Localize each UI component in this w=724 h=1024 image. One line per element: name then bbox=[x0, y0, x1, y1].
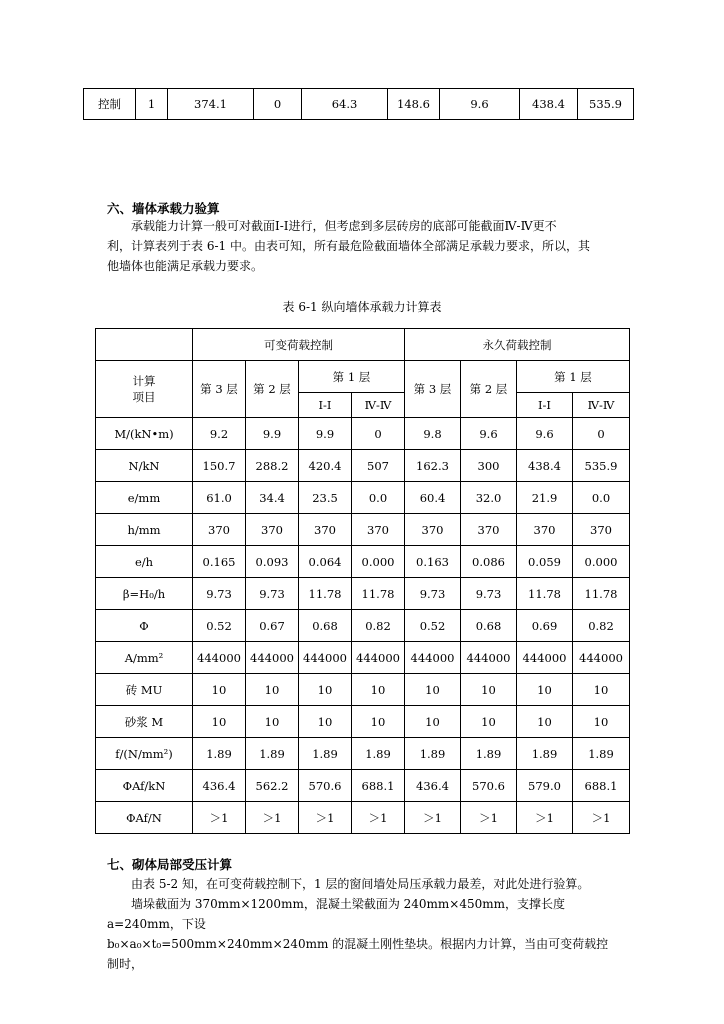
table-cell: 控制 bbox=[84, 89, 136, 120]
table-cell: 535.9 bbox=[573, 450, 630, 482]
row-label: N/kN bbox=[96, 450, 193, 482]
table-cell: 21.9 bbox=[517, 482, 573, 514]
table-cell: 10 bbox=[352, 674, 405, 706]
row-label: 砂浆 M bbox=[96, 706, 193, 738]
paragraph-line: 他墙体也能满足承载力要求。 bbox=[107, 259, 264, 273]
table-cell: 1.89 bbox=[517, 738, 573, 770]
table-cell: 374.1 bbox=[168, 89, 254, 120]
table-cell: 11.78 bbox=[299, 578, 352, 610]
paragraph-line: 承载能力计算一般可对截面Ⅰ-Ⅰ进行，但考虑到多层砖房的底部可能截面Ⅳ-Ⅳ更不 bbox=[131, 219, 557, 233]
section-heading: 七、砌体局部受压计算 bbox=[107, 857, 233, 872]
table-cell: 0.163 bbox=[405, 546, 461, 578]
row-header-title bbox=[96, 361, 193, 418]
table-cell: 10 bbox=[573, 674, 630, 706]
row-label: f/(N/mm²) bbox=[96, 738, 193, 770]
table-cell: 10 bbox=[517, 674, 573, 706]
column-header: 第 1 层 bbox=[299, 361, 405, 393]
table-cell: 9.73 bbox=[461, 578, 517, 610]
table-cell: 1.89 bbox=[193, 738, 246, 770]
table-cell: 1.89 bbox=[246, 738, 299, 770]
row-label: e/mm bbox=[96, 482, 193, 514]
table-cell: 64.3 bbox=[302, 89, 388, 120]
table-cell: 688.1 bbox=[573, 770, 630, 802]
table-row bbox=[96, 802, 630, 834]
table-cell: 10 bbox=[193, 674, 246, 706]
table-cell: 0.165 bbox=[193, 546, 246, 578]
table-cell: 9.2 bbox=[193, 418, 246, 450]
table-cell: 34.4 bbox=[246, 482, 299, 514]
table-cell: ＞1 bbox=[405, 802, 461, 834]
table-cell: 444000 bbox=[461, 642, 517, 674]
table-cell: 9.73 bbox=[405, 578, 461, 610]
table-corner-cell bbox=[96, 329, 193, 361]
table-row bbox=[96, 706, 630, 738]
row-header-line: 计算 bbox=[132, 374, 156, 388]
table-cell: 570.6 bbox=[299, 770, 352, 802]
table-row bbox=[84, 89, 634, 120]
table-cell: 0.52 bbox=[405, 610, 461, 642]
table-cell: 0 bbox=[352, 418, 405, 450]
column-header: 第 3 层 bbox=[405, 361, 461, 418]
table-cell: 370 bbox=[193, 514, 246, 546]
table-cell: 0.82 bbox=[352, 610, 405, 642]
table-cell: 1.89 bbox=[461, 738, 517, 770]
column-header: Ⅰ-Ⅰ bbox=[517, 393, 573, 418]
table-cell: 11.78 bbox=[352, 578, 405, 610]
section-paragraph bbox=[107, 216, 617, 276]
section-paragraph bbox=[107, 874, 617, 974]
table-cell: 438.4 bbox=[517, 450, 573, 482]
table-cell: 0.064 bbox=[299, 546, 352, 578]
table-cell: 10 bbox=[246, 674, 299, 706]
row-header-line: 项目 bbox=[132, 390, 156, 404]
column-header: Ⅰ-Ⅰ bbox=[299, 393, 352, 418]
table-cell: ＞1 bbox=[352, 802, 405, 834]
table-cell: 1.89 bbox=[299, 738, 352, 770]
row-label: 砖 MU bbox=[96, 674, 193, 706]
table-cell: 370 bbox=[461, 514, 517, 546]
table-cell: 9.73 bbox=[246, 578, 299, 610]
table-cell: 1.89 bbox=[352, 738, 405, 770]
table-cell: 0 bbox=[573, 418, 630, 450]
table-cell: 10 bbox=[193, 706, 246, 738]
paragraph-line: 墙垛截面为 370mm×1200mm，混凝土梁截面为 240mm×450mm，支撑长度 a=240mm，下设 bbox=[107, 897, 566, 931]
table-cell: 11.78 bbox=[573, 578, 630, 610]
table-cell: 0.086 bbox=[461, 546, 517, 578]
table-cell: 444000 bbox=[193, 642, 246, 674]
top-partial-table bbox=[83, 88, 634, 120]
table-cell: 370 bbox=[405, 514, 461, 546]
table-cell: 579.0 bbox=[517, 770, 573, 802]
table-row bbox=[96, 514, 630, 546]
table-row bbox=[96, 738, 630, 770]
table-cell: 9.6 bbox=[517, 418, 573, 450]
table-row bbox=[96, 546, 630, 578]
table-cell: 10 bbox=[517, 706, 573, 738]
table-cell: 444000 bbox=[573, 642, 630, 674]
table-cell: 61.0 bbox=[193, 482, 246, 514]
table-cell: 0.69 bbox=[517, 610, 573, 642]
table-cell: 436.4 bbox=[405, 770, 461, 802]
table-row bbox=[96, 642, 630, 674]
table-cell: 370 bbox=[299, 514, 352, 546]
row-label: h/mm bbox=[96, 514, 193, 546]
wall-capacity-table bbox=[95, 328, 630, 834]
table-cell: 1 bbox=[136, 89, 168, 120]
group-header-permanent: 永久荷载控制 bbox=[405, 329, 630, 361]
paragraph-line: 由表 5-2 知，在可变荷载控制下，1 层的窗间墙处局压承载力最差，对此处进行验算。 bbox=[131, 877, 590, 891]
column-header: 第 2 层 bbox=[246, 361, 299, 418]
table-cell: 148.6 bbox=[388, 89, 440, 120]
table-cell: 0.000 bbox=[573, 546, 630, 578]
paragraph-line: 利，计算表列于表 6-1 中。由表可知，所有最危险截面墙体全部满足承载力要求，所以，其 bbox=[107, 239, 590, 253]
table-cell: 10 bbox=[352, 706, 405, 738]
table-cell: 0 bbox=[254, 89, 302, 120]
table-cell: 0.68 bbox=[461, 610, 517, 642]
table-cell: 0.000 bbox=[352, 546, 405, 578]
row-label: β=H₀/h bbox=[96, 578, 193, 610]
table-cell: 444000 bbox=[246, 642, 299, 674]
table-row bbox=[96, 418, 630, 450]
table-cell: 444000 bbox=[299, 642, 352, 674]
column-header: 第 3 层 bbox=[193, 361, 246, 418]
table-cell: 9.9 bbox=[299, 418, 352, 450]
table-cell: 9.6 bbox=[440, 89, 520, 120]
table-cell: 444000 bbox=[517, 642, 573, 674]
table-cell: 420.4 bbox=[299, 450, 352, 482]
table-cell: 10 bbox=[299, 706, 352, 738]
table-cell: 150.7 bbox=[193, 450, 246, 482]
header-row bbox=[96, 329, 630, 361]
row-label: ΦAf/N bbox=[96, 802, 193, 834]
row-label: e/h bbox=[96, 546, 193, 578]
table-cell: 9.73 bbox=[193, 578, 246, 610]
table-cell: 10 bbox=[461, 706, 517, 738]
table-cell: 0.68 bbox=[299, 610, 352, 642]
table-cell: 0.093 bbox=[246, 546, 299, 578]
header-row bbox=[96, 361, 630, 393]
table-cell: 0.059 bbox=[517, 546, 573, 578]
table-cell: 436.4 bbox=[193, 770, 246, 802]
table-cell: 1.89 bbox=[573, 738, 630, 770]
table-cell: 370 bbox=[352, 514, 405, 546]
table-cell: 444000 bbox=[405, 642, 461, 674]
column-header: Ⅳ-Ⅳ bbox=[573, 393, 630, 418]
table-cell: ＞1 bbox=[246, 802, 299, 834]
table-cell: 0.0 bbox=[352, 482, 405, 514]
table-cell: ＞1 bbox=[517, 802, 573, 834]
table-cell: 9.9 bbox=[246, 418, 299, 450]
table-caption: 表 6-1 纵向墙体承载力计算表 bbox=[282, 300, 442, 314]
table-cell: 370 bbox=[573, 514, 630, 546]
table-cell: 10 bbox=[299, 674, 352, 706]
section-heading: 六、墙体承载力验算 bbox=[107, 201, 220, 216]
table-cell: 10 bbox=[405, 674, 461, 706]
table-cell: 370 bbox=[246, 514, 299, 546]
table-cell: 0.67 bbox=[246, 610, 299, 642]
table-cell: ＞1 bbox=[573, 802, 630, 834]
table-cell: 10 bbox=[405, 706, 461, 738]
column-header: Ⅳ-Ⅳ bbox=[352, 393, 405, 418]
table-cell: ＞1 bbox=[193, 802, 246, 834]
table-body bbox=[96, 418, 630, 834]
table-cell: 9.6 bbox=[461, 418, 517, 450]
paragraph-line: b₀×a₀×t₀=500mm×240mm×240mm 的混凝土刚性垫块。根据内力计算，当由可变荷载控制时， bbox=[107, 937, 609, 971]
table-cell: 370 bbox=[517, 514, 573, 546]
table-cell: ＞1 bbox=[299, 802, 352, 834]
table-cell: 288.2 bbox=[246, 450, 299, 482]
row-label: ΦAf/kN bbox=[96, 770, 193, 802]
table-cell: 9.8 bbox=[405, 418, 461, 450]
column-header: 第 1 层 bbox=[517, 361, 630, 393]
table-cell: 60.4 bbox=[405, 482, 461, 514]
table-cell: 562.2 bbox=[246, 770, 299, 802]
table-cell: 0.52 bbox=[193, 610, 246, 642]
table-row bbox=[96, 450, 630, 482]
table-row bbox=[96, 610, 630, 642]
table-row bbox=[96, 578, 630, 610]
row-label: A/mm² bbox=[96, 642, 193, 674]
table-cell: 0.82 bbox=[573, 610, 630, 642]
table-cell: 32.0 bbox=[461, 482, 517, 514]
table-row bbox=[96, 674, 630, 706]
table-row bbox=[96, 770, 630, 802]
table-cell: 688.1 bbox=[352, 770, 405, 802]
table-cell: 10 bbox=[573, 706, 630, 738]
table-cell: ＞1 bbox=[461, 802, 517, 834]
row-label: M/(kN•m) bbox=[96, 418, 193, 450]
table-cell: 570.6 bbox=[461, 770, 517, 802]
table-cell: 507 bbox=[352, 450, 405, 482]
table-cell: 535.9 bbox=[578, 89, 634, 120]
table-cell: 10 bbox=[246, 706, 299, 738]
table-cell: 162.3 bbox=[405, 450, 461, 482]
table-cell: 11.78 bbox=[517, 578, 573, 610]
row-label: Φ bbox=[96, 610, 193, 642]
group-header-variable: 可变荷载控制 bbox=[193, 329, 405, 361]
table-cell: 444000 bbox=[352, 642, 405, 674]
table-cell: 10 bbox=[461, 674, 517, 706]
table-cell: 438.4 bbox=[520, 89, 578, 120]
table-cell: 1.89 bbox=[405, 738, 461, 770]
column-header: 第 2 层 bbox=[461, 361, 517, 418]
table-cell: 300 bbox=[461, 450, 517, 482]
table-row bbox=[96, 482, 630, 514]
table-cell: 0.0 bbox=[573, 482, 630, 514]
table-cell: 23.5 bbox=[299, 482, 352, 514]
